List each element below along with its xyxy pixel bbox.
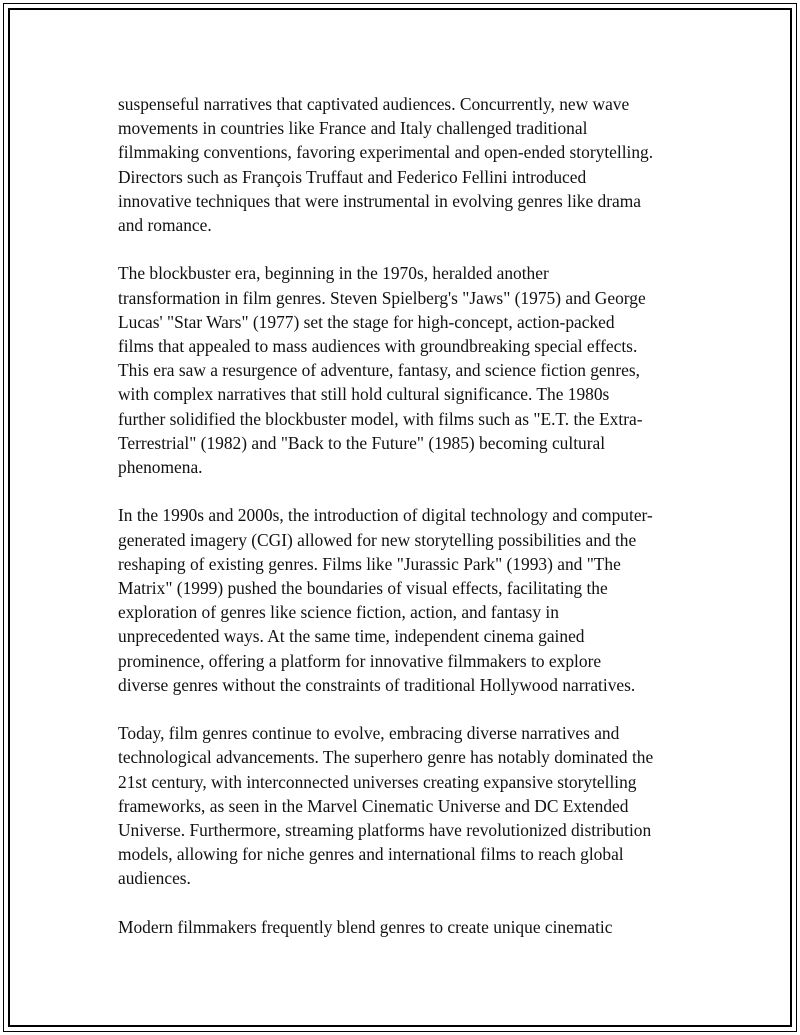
text-line: and romance. [118, 215, 212, 236]
text-line: Matrix" (1999) pushed the boundaries of visual effects, facilitating the [118, 578, 608, 599]
text-line: exploration of genres like science fiction, action, and fantasy in [118, 602, 559, 623]
text-line: generated imagery (CGI) allowed for new storytelling possibilities and the [118, 529, 637, 550]
text-line: filmmaking conventions, favoring experimental and open-ended storytelling. [118, 142, 654, 163]
text-line: Terrestrial" (1982) and "Back to the Future" (1985) becoming cultural [118, 432, 606, 453]
text-line: This era saw a resurgence of adventure, fantasy, and science fiction genres, [118, 360, 640, 381]
text-line: 21st century, with interconnected universes creating expansive storytelling [118, 771, 637, 792]
text-line: innovative techniques that were instrumental in evolving genres like drama [118, 190, 642, 211]
text-line: suspenseful narratives that captivated audiences. Concurrently, new wave [118, 94, 630, 114]
paragraph-new-wave [118, 92, 688, 237]
paragraph-today [118, 721, 688, 890]
text-line: frameworks, as seen in the Marvel Cinematic Universe and DC Extended [118, 795, 629, 816]
text-line: Lucas' "Star Wars" (1977) set the stage for high-concept, action-packed [118, 311, 615, 332]
text-line: technological advancements. The superhero genre has notably dominated the [118, 747, 654, 768]
text-line: prominence, offering a platform for innovative filmmakers to explore [118, 650, 602, 671]
text-line: The blockbuster era, beginning in the 1970s, heralded another [118, 263, 549, 284]
text-line: unprecedented ways. At the same time, independent cinema gained [118, 626, 585, 647]
text-line: reshaping of existing genres. Films like "Jurassic Park" (1993) and "The [118, 553, 621, 574]
text-line: with complex narratives that still hold cultural significance. The 1980s [118, 384, 610, 405]
text-line: further solidified the blockbuster model, with films such as "E.T. the Extra- [118, 408, 643, 429]
text-line: movements in countries like France and Italy challenged traditional [118, 118, 588, 139]
text-line: transformation in film genres. Steven Spielberg's "Jaws" (1975) and George [118, 287, 646, 308]
paragraph-digital-era [118, 503, 688, 697]
paragraph-blockbuster-era [118, 261, 688, 479]
document-body [118, 92, 688, 963]
text-line: Modern filmmakers frequently blend genres to create unique cinematic [118, 916, 613, 937]
text-line: Directors such as François Truffaut and Federico Fellini introduced [118, 166, 587, 187]
text-line: models, allowing for niche genres and international films to reach global [118, 844, 624, 865]
paragraph-modern-filmmakers [118, 915, 688, 939]
text-line: phenomena. [118, 457, 203, 478]
text-line: diverse genres without the constraints of traditional Hollywood narratives. [118, 674, 636, 695]
text-line: audiences. [118, 868, 191, 889]
text-line: films that appealed to mass audiences with groundbreaking special effects. [118, 336, 638, 357]
text-line: Today, film genres continue to evolve, embracing diverse narratives and [118, 723, 620, 744]
text-line: Universe. Furthermore, streaming platforms have revolutionized distribution [118, 820, 652, 841]
text-line: In the 1990s and 2000s, the introduction of digital technology and computer- [118, 505, 653, 526]
